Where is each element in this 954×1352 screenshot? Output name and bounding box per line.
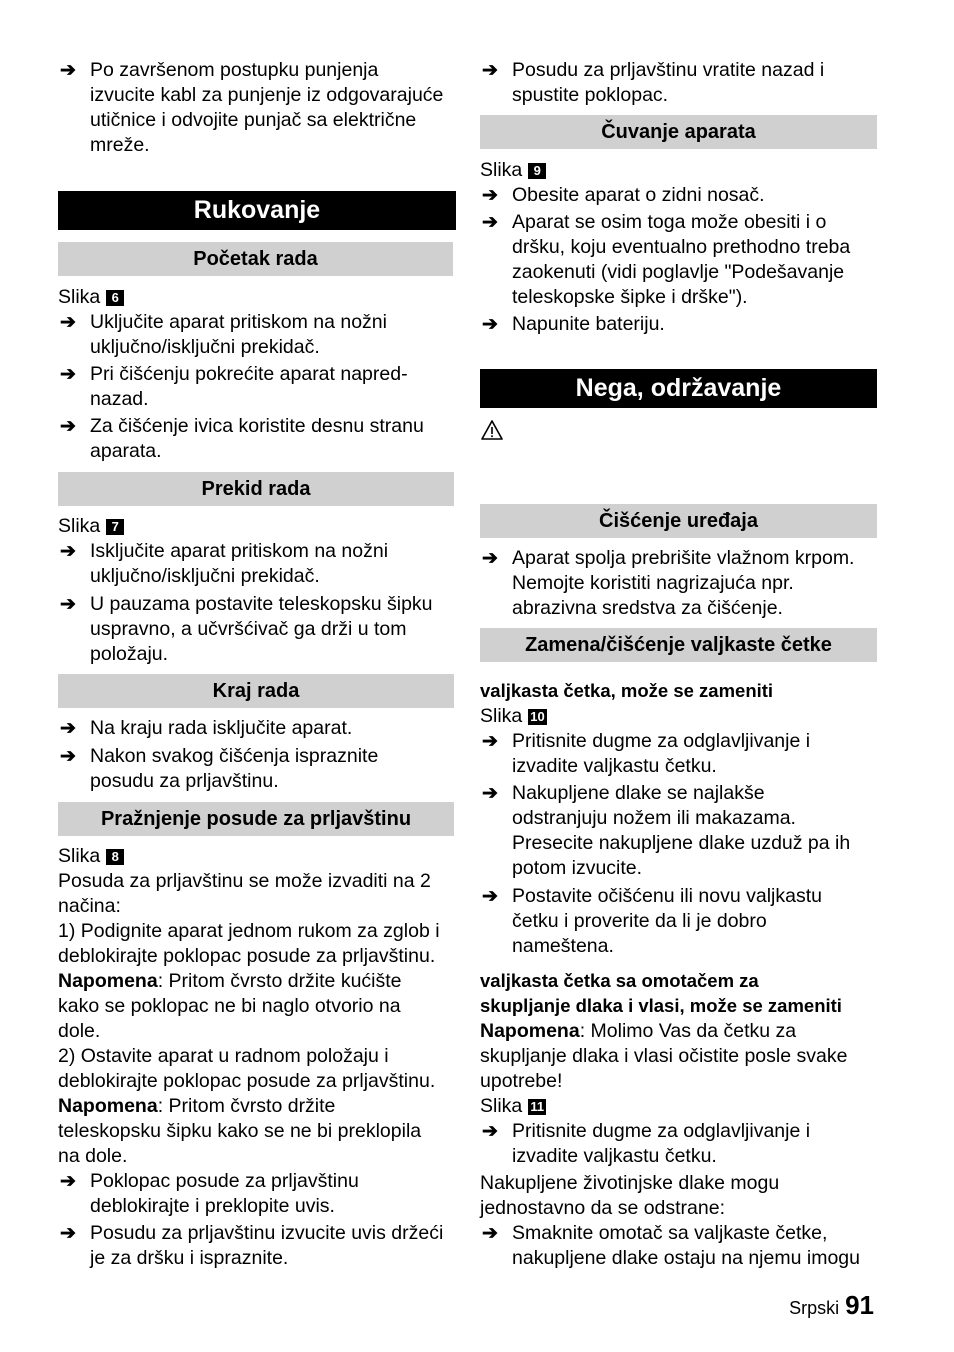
- text-line: Presecite nakupljene dlake uzduž pa ih: [512, 832, 851, 854]
- right-arrow-icon: ➔: [60, 60, 76, 81]
- text-line: upotrebe!: [480, 1070, 563, 1092]
- text-line: Pritisnite dugme za odglavljivanje i: [512, 1120, 811, 1142]
- subsection-title-praznjenje: Pražnjenje posude za prljavštinu: [58, 802, 454, 836]
- page-number: 91: [845, 1290, 874, 1320]
- text-line: Aparat spolja prebrišite vlažnom krpom.: [512, 547, 855, 569]
- subsection-title-ciscenje: Čišćenje uređaja: [480, 504, 877, 538]
- right-arrow-icon: ➔: [60, 364, 76, 385]
- text-line: kako se poklopac ne bi naglo otvorio na: [58, 995, 401, 1017]
- right-arrow-icon: ➔: [482, 548, 498, 569]
- section-title-rukovanje: Rukovanje: [58, 191, 456, 230]
- text-line: dole.: [58, 1020, 101, 1042]
- text-line: utičnice i odvojite punjač sa električne: [90, 109, 417, 131]
- right-arrow-icon: ➔: [482, 783, 498, 804]
- text-line: teleskopsku šipku kako se ne bi preklopila: [58, 1120, 422, 1142]
- figure-ref: Slika 6: [58, 285, 124, 310]
- text-line: Smaknite omotač sa valjkaste četke,: [512, 1222, 828, 1244]
- text-line: Nemojte koristiti nagrizajuća npr.: [512, 572, 794, 594]
- text-line: položaju.: [90, 643, 169, 665]
- text-line: jednostavno da se odstrane:: [480, 1197, 726, 1219]
- text-line: Posudu za prljavštinu izvucite uvis držeći: [90, 1222, 444, 1244]
- text-line: Uključite aparat pritiskom na nožni: [90, 311, 387, 333]
- right-arrow-icon: ➔: [482, 212, 498, 233]
- text-line: nakupljene dlake ostaju na njemu imogu: [512, 1247, 860, 1269]
- figure-ref: Slika 9: [480, 158, 546, 183]
- note-label: Napomena: [58, 1095, 158, 1117]
- subsection-title-prekid: Prekid rada: [58, 472, 454, 506]
- text-line: uključno/isključni prekidač.: [90, 565, 320, 587]
- subsection-title-zamena: Zamena/čišćenje valjkaste četke: [480, 628, 877, 662]
- note-label: Napomena: [480, 1020, 580, 1042]
- figure-number-badge: 6: [106, 290, 124, 306]
- text-line: zaokenuti (vidi poglavlje "Podešavanje: [512, 261, 845, 283]
- right-arrow-icon: ➔: [60, 541, 76, 562]
- page-footer: [789, 1290, 874, 1321]
- text-line: Postavite očišćenu ili novu valjkastu: [512, 885, 822, 907]
- text-line: načina:: [58, 895, 121, 917]
- figure-number-badge: 7: [106, 519, 124, 535]
- text-line: dršku, koju eventualno prethodno treba: [512, 236, 851, 258]
- bold-heading: skupljanje dlaka i vlasi, može se zameniti: [480, 995, 842, 1016]
- text-line: abrazivna sredstva za čišćenje.: [512, 597, 783, 619]
- text-line: spustite poklopac.: [512, 84, 669, 106]
- bold-heading: valjkasta četka, može se zameniti: [480, 680, 774, 701]
- text-line: uključno/isključni prekidač.: [90, 336, 320, 358]
- text-line: Posudu za prljavštinu vratite nazad i: [512, 59, 825, 81]
- note-label: Napomena: [58, 970, 158, 992]
- warning-triangle-icon: [481, 420, 503, 445]
- bold-heading: valjkasta četka sa omotačem za: [480, 970, 759, 991]
- subsection-title-cuvanje: Čuvanje aparata: [480, 115, 877, 149]
- right-arrow-icon: ➔: [482, 1223, 498, 1244]
- right-arrow-icon: ➔: [482, 60, 498, 81]
- right-arrow-icon: ➔: [60, 594, 76, 615]
- text-line: aparata.: [90, 440, 162, 462]
- text-line: Na kraju rada isključite aparat.: [90, 717, 353, 739]
- right-arrow-icon: ➔: [482, 1121, 498, 1142]
- note-line: Napomena: Molimo Vas da četku za: [480, 1020, 797, 1042]
- text-line: na dole.: [58, 1145, 128, 1167]
- right-arrow-icon: ➔: [60, 1223, 76, 1244]
- text-line: Nakon svakog čišćenja ispraznite: [90, 745, 379, 767]
- text-line: izvadite valjkastu četku.: [512, 755, 717, 777]
- text-line: mreže.: [90, 134, 150, 156]
- text-line: Obesite aparat o zidni nosač.: [512, 184, 765, 206]
- text-line: odstranjuju nožem ili makazama.: [512, 807, 796, 829]
- text-line: Poklopac posude za prljavštinu: [90, 1170, 359, 1192]
- text-line: uspravno, a učvršćivač ga drži u tom: [90, 618, 407, 640]
- right-arrow-icon: ➔: [482, 185, 498, 206]
- subsection-title-kraj: Kraj rada: [58, 674, 454, 708]
- language-label: Srpski: [789, 1298, 840, 1318]
- figure-number-badge: 8: [106, 849, 124, 865]
- text-line: Napunite bateriju.: [512, 313, 665, 335]
- figure-ref: Slika 7: [58, 514, 124, 539]
- section-title-nega: Nega, održavanje: [480, 369, 877, 408]
- text-line: Posuda za prljavštinu se može izvaditi na 2: [58, 870, 431, 892]
- right-arrow-icon: ➔: [60, 312, 76, 333]
- text-line: nameštena.: [512, 935, 614, 957]
- right-arrow-icon: ➔: [60, 416, 76, 437]
- text-line: deblokirajte poklopac posude za prljavštinu.: [58, 945, 436, 967]
- text-line: teleskopske šipke i drške").: [512, 286, 748, 308]
- right-arrow-icon: ➔: [60, 1171, 76, 1192]
- figure-ref: Slika 8: [58, 844, 124, 869]
- text-line: posudu za prljavštinu.: [90, 770, 279, 792]
- text-line: Pri čišćenju pokrećite aparat napred-: [90, 363, 408, 385]
- text-line: Nakupljene životinjske dlake mogu: [480, 1172, 780, 1194]
- text-line: izvadite valjkastu četku.: [512, 1145, 717, 1167]
- text-line: skupljanje dlaka i vlasi očistite posle svake: [480, 1045, 848, 1067]
- text-line: Nakupljene dlake se najlakše: [512, 782, 765, 804]
- text-line: je za dršku i ispraznite.: [90, 1247, 289, 1269]
- text-line: U pauzama postavite teleskopsku šipku: [90, 593, 433, 615]
- text-line: nazad.: [90, 388, 149, 410]
- figure-number-badge: 9: [528, 163, 546, 179]
- text-line: Po završenom postupku punjenja: [90, 59, 379, 81]
- text-line: Pritisnite dugme za odglavljivanje i: [512, 730, 811, 752]
- text-line: Isključite aparat pritiskom na nožni: [90, 540, 389, 562]
- text-line: četku i proverite da li je dobro: [512, 910, 767, 932]
- text-line: Aparat se osim toga može obesiti i o: [512, 211, 827, 233]
- note-line: Napomena: Pritom čvrsto držite: [58, 1095, 336, 1117]
- right-arrow-icon: ➔: [482, 314, 498, 335]
- text-line: Za čišćenje ivica koristite desnu stranu: [90, 415, 424, 437]
- text-line: deblokirajte i preklopite uvis.: [90, 1195, 335, 1217]
- right-arrow-icon: ➔: [60, 746, 76, 767]
- text-line: izvucite kabl za punjenje iz odgovarajuće: [90, 84, 444, 106]
- right-arrow-icon: ➔: [482, 886, 498, 907]
- text-line: deblokirajte poklopac posude za prljavštinu.: [58, 1070, 436, 1092]
- figure-ref: Slika 11: [480, 1094, 546, 1119]
- right-arrow-icon: ➔: [60, 718, 76, 739]
- subsection-title-pocetak: Početak rada: [58, 242, 453, 276]
- figure-number-badge: 11: [528, 1099, 546, 1115]
- right-arrow-icon: ➔: [482, 731, 498, 752]
- note-line: Napomena: Pritom čvrsto držite kućište: [58, 970, 402, 992]
- text-line: 2) Ostavite aparat u radnom položaju i: [58, 1045, 389, 1067]
- figure-number-badge: 10: [530, 709, 545, 724]
- figure-ref: Slika 10: [480, 705, 545, 727]
- text-line: potom izvucite.: [512, 857, 643, 879]
- text-line: 1) Podignite aparat jednom rukom za zglob i: [58, 920, 440, 942]
